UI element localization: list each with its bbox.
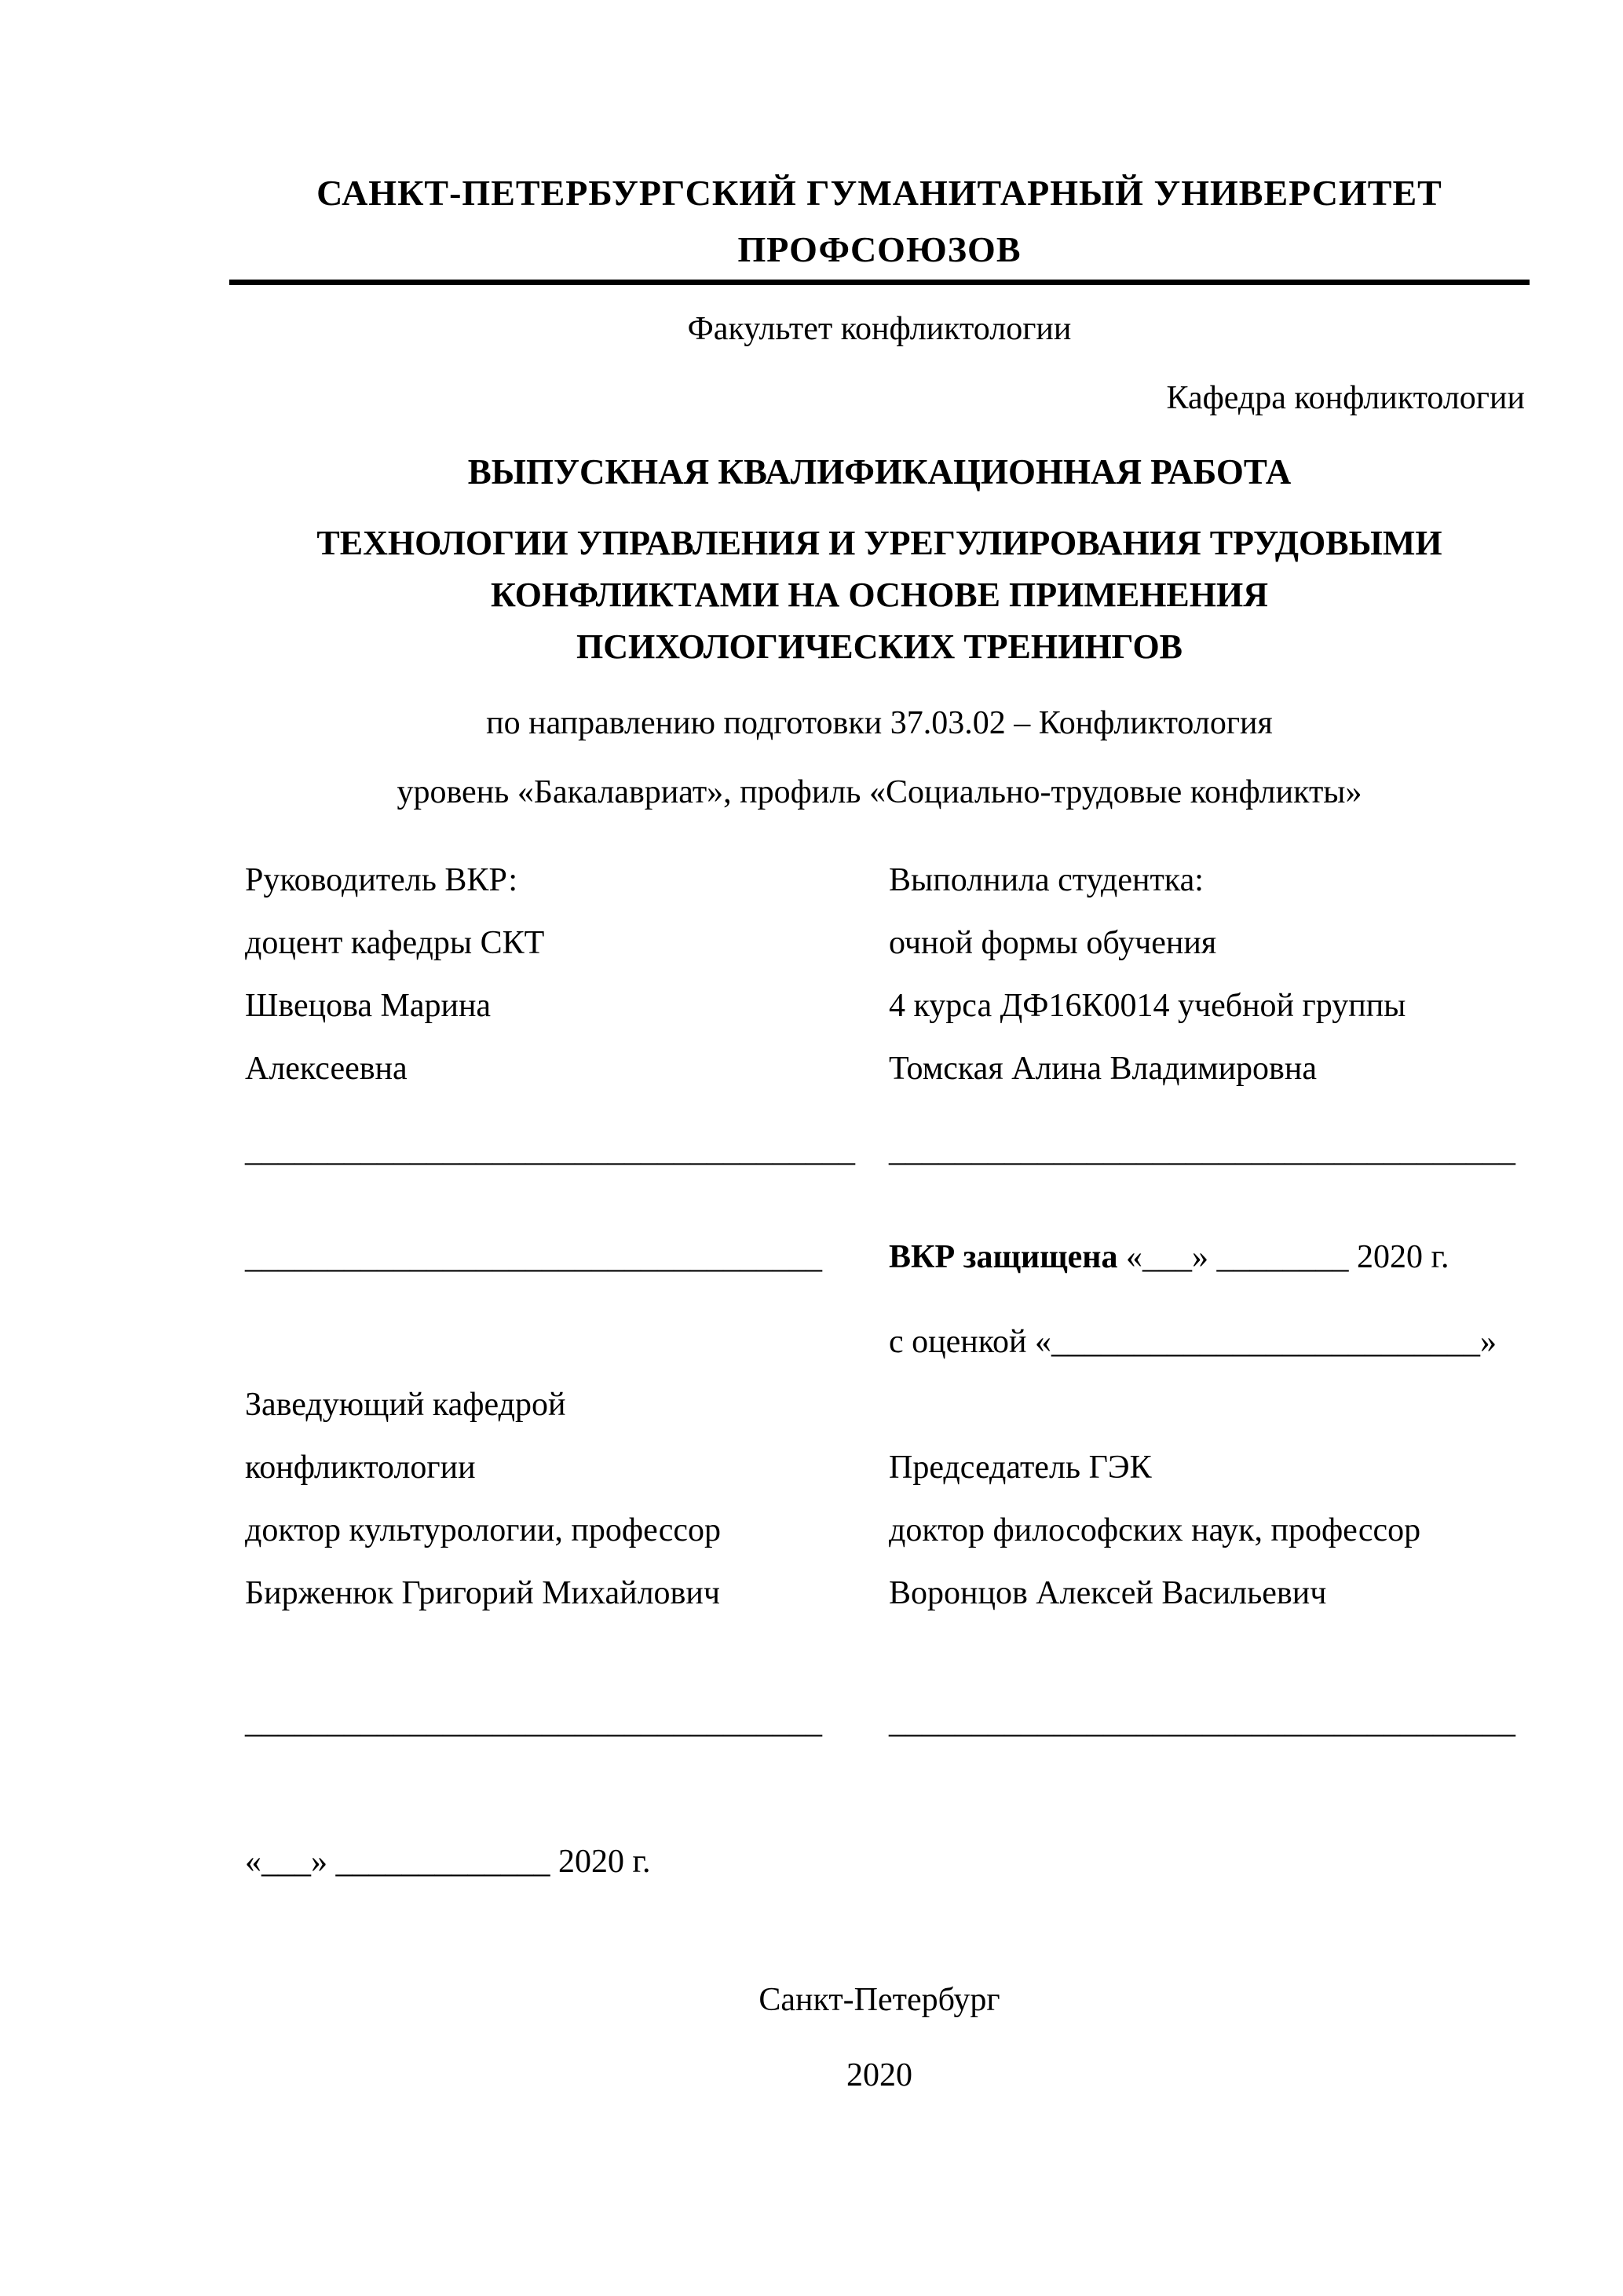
row-defense-status [245,1226,1530,1311]
university-name-line1: САНКТ-ПЕТЕРБУРГСКИЙ ГУМАНИТАРНЫЙ УНИВЕРСИТЕТ [316,173,1442,213]
defense-status-label: ВКР защищена [889,1239,1118,1275]
department-head-signature-line: ___________________________________ [245,1704,822,1740]
empty-cell [245,1311,889,1373]
grade-line: с оценкой «__________________________» [889,1324,1497,1360]
row-signatures-1 [245,1119,1530,1182]
student-signature-line: ______________________________________ [889,1132,1515,1168]
row-name1 [245,974,1530,1037]
row-names [245,1562,1530,1625]
supervisor-name-line1: Швецова Марина [245,988,492,1024]
gek-chair-degree: доктор философских наук, профессор [889,1512,1421,1548]
student-group: 4 курса ДФ16К0014 учебной группы [889,988,1406,1024]
supervisor-name-line2: Алексеевна [245,1051,408,1087]
student-study-form: очной формы обучения [889,925,1217,961]
row-date [245,1830,1530,1893]
gek-chair-signature-line: ______________________________________ [889,1704,1515,1740]
city-line: Санкт-Петербург [758,1982,1000,2018]
year-line: 2020 [846,2057,912,2093]
spacer-row [245,1100,1530,1119]
row-degrees [245,1499,1530,1562]
gek-chair-name: Воронцов Алексей Васильевич [889,1575,1327,1611]
department-head-name: Бирженюк Григорий Михайлович [245,1575,720,1611]
empty-cell [889,1373,1530,1436]
row-signatures-2 [245,1691,1530,1753]
university-header [229,165,1530,285]
thesis-title-line2: КОНФЛИКТАМИ НА ОСНОВЕ ПРИМЕНЕНИЯ [490,576,1269,614]
signature-columns [229,849,1530,1893]
supervisor-label: Руководитель ВКР: [245,862,518,898]
row-position [245,912,1530,974]
thesis-title-line3: ПСИХОЛОГИЧЕСКИХ ТРЕНИНГОВ [576,627,1183,666]
spacer-row [245,1182,1530,1226]
row-role-labels [245,849,1530,912]
row-name2 [245,1037,1530,1100]
university-name-line2: ПРОФСОЮЗОВ [737,229,1022,269]
level-profile-line: уровень «Бакалавриат», профиль «Социально-трудовые конфликты» [397,774,1362,810]
row-head-title1 [245,1373,1530,1436]
department-head-title-line2: конфликтологии [245,1450,476,1486]
empty-cell [889,1830,1530,1893]
student-name: Томская Алина Владимировна [889,1051,1317,1087]
spacer-row [245,1753,1530,1830]
department-line: Кафедра конфликтологии [1166,380,1525,416]
thesis-title-line1: ТЕХНОЛОГИИ УПРАВЛЕНИЯ И УРЕГУЛИРОВАНИЯ ТРУДОВЫМИ [316,524,1442,562]
supervisor-position: доцент кафедры СКТ [245,925,545,961]
secondary-signature-line: ___________________________________ [245,1239,822,1275]
thesis-title [229,517,1530,673]
spacer-row [245,1625,1530,1691]
department-head-degree: доктор культурологии, профессор [245,1512,722,1548]
department-head-title-line1: Заведующий кафедрой [245,1387,566,1423]
work-type-heading: ВЫПУСКНАЯ КВАЛИФИКАЦИОННАЯ РАБОТА [467,452,1292,492]
faculty-line: Факультет конфликтологии [687,311,1072,347]
program-line: по направлению подготовки 37.03.02 – Конфликтология [486,705,1273,741]
row-head-title2 [245,1436,1530,1499]
defense-status-line [889,1226,1530,1311]
date-line: «___» _____________ 2020 г. [245,1844,651,1880]
supervisor-signature-line: _____________________________________ [245,1132,855,1168]
student-label: Выполнила студентка: [889,862,1204,898]
defense-status-details: «___» ________ 2020 г. [1117,1239,1449,1275]
gek-chair-label: Председатель ГЭК [889,1450,1152,1486]
row-grade [245,1311,1530,1373]
